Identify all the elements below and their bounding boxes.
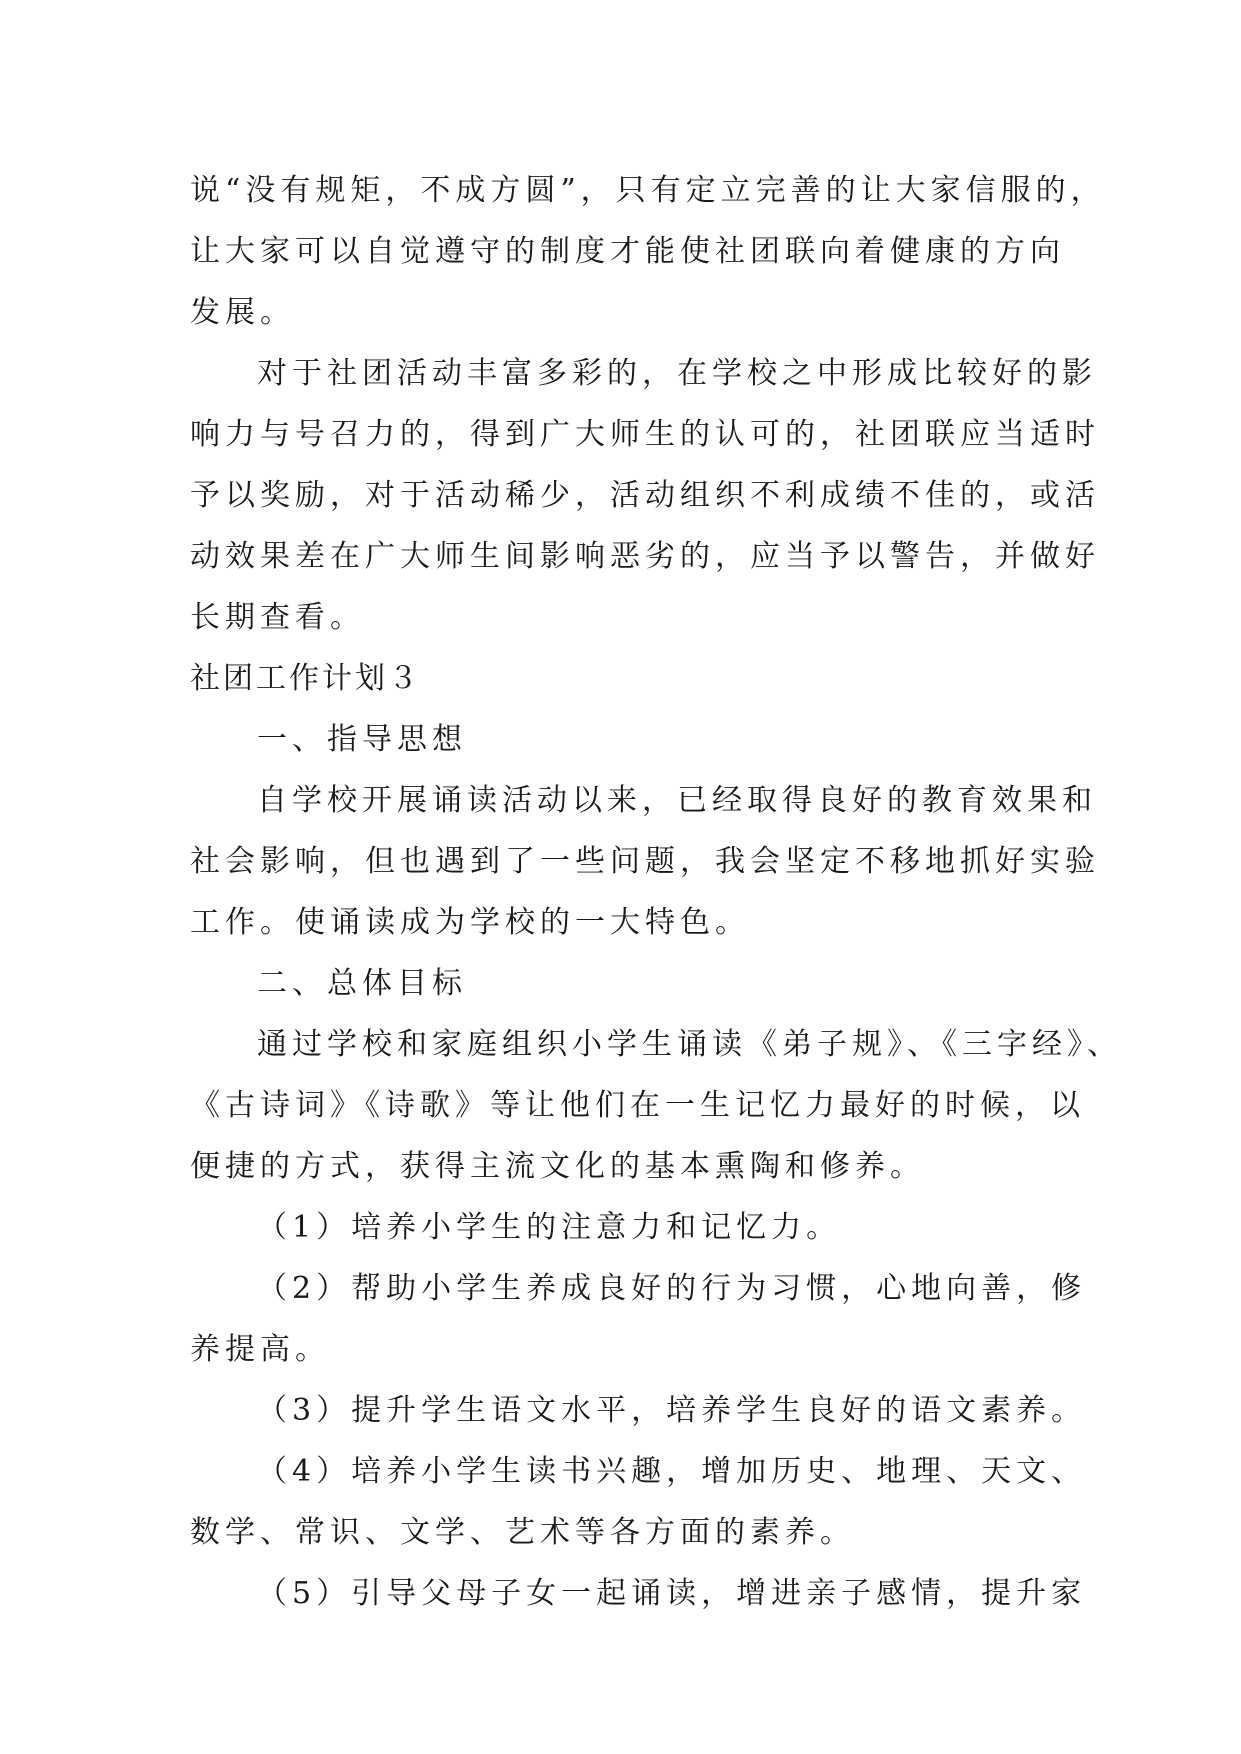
text-line: 发展。: [190, 295, 295, 330]
text-line: 对于社团活动丰富多彩的，在学校之中形成比较好的影: [257, 356, 1097, 391]
text-line: （1）培养小学生的注意力和记忆力。: [257, 1210, 842, 1245]
text-line: 通过学校和家庭组织小学生诵读《弟子规》、《三字经》、: [257, 1027, 1122, 1062]
section-heading: 社团工作计划３: [190, 661, 421, 696]
text-line: 工作。使诵读成为学校的一大特色。: [190, 905, 750, 940]
text-line: （2）帮助小学生养成良好的行为习惯，心地向善，修: [257, 1271, 1087, 1306]
text-line: 养提高。: [190, 1332, 330, 1367]
text-line: 一、指导思想: [257, 722, 467, 757]
text-line: 予以奖励，对于活动稀少，活动组织不利成绩不佳的，或活: [190, 478, 1100, 513]
text-line: 自学校开展诵读活动以来，已经取得良好的教育效果和: [257, 783, 1097, 818]
text-line: 便捷的方式，获得主流文化的基本熏陶和修养。: [190, 1149, 925, 1184]
text-line: （5）引导父母子女一起诵读，增进亲子感情，提升家: [257, 1576, 1087, 1611]
text-line: 让大家可以自觉遵守的制度才能使社团联向着健康的方向: [190, 234, 1065, 269]
text-line: （3）提升学生语文水平，培养学生良好的语文素养。: [257, 1393, 1087, 1428]
text-line: 说“没有规矩，不成方圆”，只有定立完善的让大家信服的，: [190, 173, 1106, 208]
text-line: （4）培养小学生读书兴趣，增加历史、地理、天文、: [257, 1454, 1087, 1489]
text-line: 响力与号召力的，得到广大师生的认可的，社团联应当适时: [190, 417, 1100, 452]
text-line: 二、总体目标: [257, 966, 467, 1001]
text-line: 动效果差在广大师生间影响恶劣的，应当予以警告，并做好: [190, 539, 1100, 574]
text-line: 数学、常识、文学、艺术等各方面的素养。: [190, 1515, 855, 1550]
text-line: 社会影响，但也遇到了一些问题，我会坚定不移地抓好实验: [190, 844, 1100, 879]
document-body: [190, 160, 1122, 1624]
text-line: 《古诗词》《诗歌》等让他们在一生记忆力最好的时候，以: [190, 1088, 1085, 1123]
text-line: 长期查看。: [190, 600, 365, 635]
